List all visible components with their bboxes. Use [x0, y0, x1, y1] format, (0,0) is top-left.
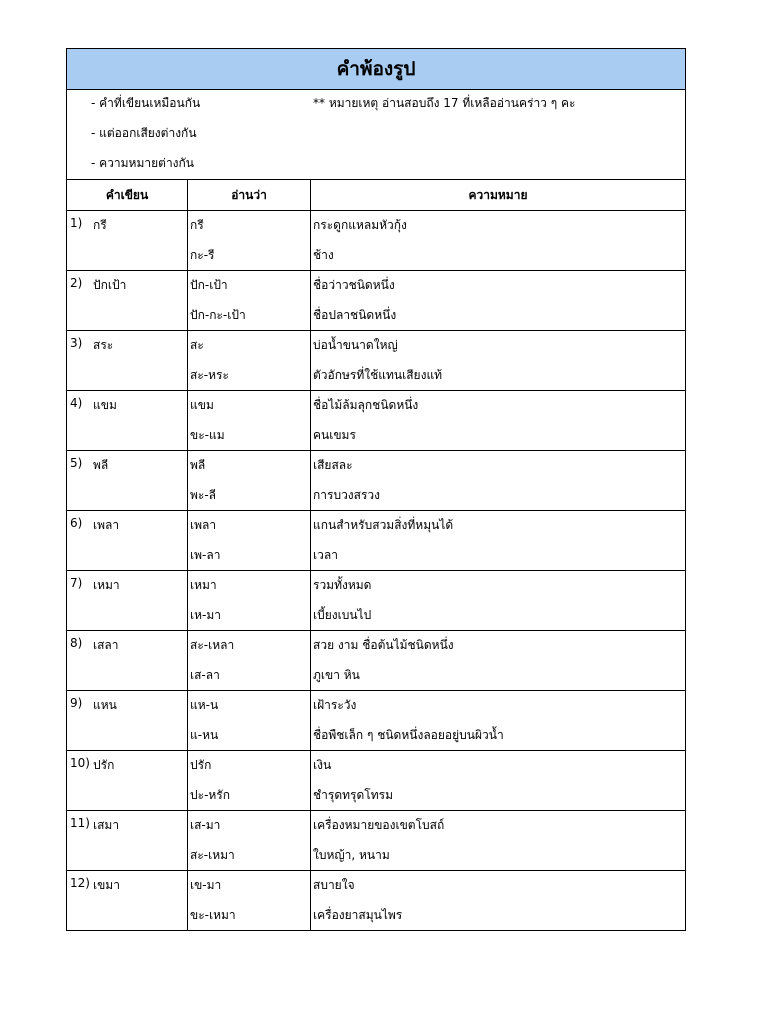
header-meaning: ความหมาย [468, 187, 528, 202]
word-cell [67, 691, 188, 750]
meaning-text: ตัวอักษรที่ใช้แทนเสียงแท้ [313, 368, 443, 382]
word-cell [67, 451, 188, 510]
note-item-3: - ความหมายต่างกัน [91, 156, 195, 170]
word-cell [67, 271, 188, 330]
reading-text: เหมา [190, 578, 217, 592]
meaning-text: ชื่อปลาชนิดหนึ่ง [313, 308, 397, 322]
entry-number: 1) [70, 216, 83, 230]
entry-number: 4) [70, 396, 83, 410]
meaning-text: แกนสำหรับสวมสิ่งที่หมุนได้ [313, 518, 454, 532]
table-body [67, 211, 685, 930]
reading-cell [188, 871, 311, 930]
meaning-text: เวลา [313, 548, 338, 562]
entry-number: 2) [70, 276, 83, 290]
meaning-cell [311, 751, 685, 810]
meaning-text: ภูเขา หิน [313, 668, 360, 682]
meaning-text: การบวงสรวง [313, 488, 381, 502]
reading-text: สะ-เหลา [190, 638, 235, 652]
entry-word: กรี [93, 218, 107, 232]
table-row [67, 211, 685, 271]
reading-text: ปัก-เป้า [190, 278, 228, 292]
reading-text: ปัก-กะ-เป้า [190, 308, 246, 322]
reading-text: พะ-ลี [190, 488, 217, 502]
meaning-cell [311, 331, 685, 390]
meaning-text: เครื่องยาสมุนไพร [313, 908, 403, 922]
table-row [67, 871, 685, 930]
meaning-cell [311, 631, 685, 690]
reading-text: สะ [190, 338, 204, 352]
reading-text: เข-มา [190, 878, 222, 892]
reading-text: กะ-รี [190, 248, 215, 262]
title-bar [67, 49, 685, 90]
meaning-cell [311, 571, 685, 630]
meaning-cell [311, 271, 685, 330]
meaning-text: ช้าง [313, 248, 334, 262]
entry-word: เพลา [93, 518, 120, 532]
meaning-text: เครื่องหมายของเขตโบสถ์ [313, 818, 445, 832]
meaning-cell [311, 811, 685, 870]
word-cell [67, 211, 188, 270]
header-word: คำเขียน [67, 180, 188, 210]
meaning-text: ชื่อไม้ล้มลุกชนิดหนึ่ง [313, 398, 419, 412]
meaning-cell [311, 451, 685, 510]
word-cell [67, 631, 188, 690]
meaning-text: ชื่อว่าวชนิดหนึ่ง [313, 278, 395, 292]
reading-cell [188, 331, 311, 390]
reading-cell [188, 211, 311, 270]
page-title: คำพ้องรูป [336, 58, 416, 80]
word-cell [67, 511, 188, 570]
entry-word: เหมา [93, 578, 120, 592]
meaning-cell [311, 511, 685, 570]
reading-text: เส-ลา [190, 668, 220, 682]
entry-word: เสลา [93, 638, 119, 652]
reading-cell [188, 751, 311, 810]
header-reading: อ่านว่า [188, 180, 311, 210]
meaning-text: เสียสละ [313, 458, 353, 472]
entry-word: สระ [93, 338, 114, 352]
word-cell [67, 811, 188, 870]
entry-word: ปรัก [93, 758, 115, 772]
entry-number: 3) [70, 336, 83, 350]
meaning-text: เงิน [313, 758, 332, 772]
notes-section [67, 90, 685, 180]
table-row [67, 811, 685, 871]
meaning-text: ชำรุดทรุดโทรม [313, 788, 393, 802]
reading-text: เส-มา [190, 818, 221, 832]
entry-word: เขมา [93, 878, 120, 892]
meaning-cell [311, 391, 685, 450]
reading-cell [188, 391, 311, 450]
table-row [67, 571, 685, 631]
entry-number: 5) [70, 456, 83, 470]
meaning-cell [311, 691, 685, 750]
table-row [67, 751, 685, 811]
meaning-text: เฝ้าระวัง [313, 698, 357, 712]
homograph-table [66, 48, 686, 931]
entry-word: เสมา [93, 818, 120, 832]
reading-text: เพ-ลา [190, 548, 221, 562]
entry-number: 8) [70, 636, 83, 650]
entry-word: ปักเป้า [93, 278, 127, 292]
reading-text: ขะ-แม [190, 428, 225, 442]
meaning-text: บ่อน้ำขนาดใหญ่ [313, 338, 398, 352]
meaning-cell [311, 211, 685, 270]
meaning-text: สวย งาม ชื่อต้นไม้ชนิดหนึ่ง [313, 638, 454, 652]
meaning-text: คนเขมร [313, 428, 356, 442]
word-cell [67, 391, 188, 450]
entry-word: แหน [93, 698, 117, 712]
entry-number: 12) [70, 876, 90, 890]
reading-cell [188, 451, 311, 510]
reading-text: เพลา [190, 518, 217, 532]
meaning-cell [311, 871, 685, 930]
reading-cell [188, 571, 311, 630]
reading-text: ปรัก [190, 758, 212, 772]
meaning-text: สบายใจ [313, 878, 355, 892]
note-item-1: - คำที่เขียนเหมือนกัน [91, 96, 201, 110]
word-cell [67, 571, 188, 630]
meaning-text: รวมทั้งหมด [313, 578, 372, 592]
table-row [67, 691, 685, 751]
reading-text: กรี [190, 218, 204, 232]
table-row [67, 451, 685, 511]
reading-text: แ-หน [190, 728, 219, 742]
reading-text: แขม [190, 398, 214, 412]
remark-note: ** หมายเหตุ อ่านสอบถึง 17 ที่เหลืออ่านคร่าว ๆ คะ [313, 96, 576, 110]
reading-text: แห-น [190, 698, 219, 712]
entry-number: 6) [70, 516, 83, 530]
reading-text: เห-มา [190, 608, 221, 622]
word-cell [67, 331, 188, 390]
entry-number: 7) [70, 576, 83, 590]
meaning-text: กระดูกแหลมหัวกุ้ง [313, 218, 407, 232]
table-row [67, 271, 685, 331]
reading-cell [188, 691, 311, 750]
entry-word: พลี [93, 458, 109, 472]
reading-text: ขะ-เหมา [190, 908, 236, 922]
reading-text: สะ-หระ [190, 368, 229, 382]
table-row [67, 631, 685, 691]
meaning-text: ชื่อพืชเล็ก ๆ ชนิดหนึ่งลอยอยู่บนผิวน้ำ [313, 728, 504, 742]
entry-word: แขม [93, 398, 117, 412]
reading-text: ปะ-หรัก [190, 788, 231, 802]
reading-text: สะ-เหมา [190, 848, 235, 862]
reading-cell [188, 811, 311, 870]
table-row [67, 511, 685, 571]
table-header [67, 180, 685, 211]
table-row [67, 331, 685, 391]
entry-number: 11) [70, 816, 90, 830]
entry-number: 10) [70, 756, 90, 770]
entry-number: 9) [70, 696, 83, 710]
meaning-text: ใบหญ้า, หนาม [313, 848, 390, 862]
meaning-text: เบี้ยงเบนไป [313, 608, 372, 622]
table-row [67, 391, 685, 451]
word-cell [67, 871, 188, 930]
reading-text: พลี [190, 458, 206, 472]
reading-cell [188, 631, 311, 690]
reading-cell [188, 271, 311, 330]
reading-cell [188, 511, 311, 570]
word-cell [67, 751, 188, 810]
note-item-2: - แต่ออกเสียงต่างกัน [91, 126, 197, 140]
